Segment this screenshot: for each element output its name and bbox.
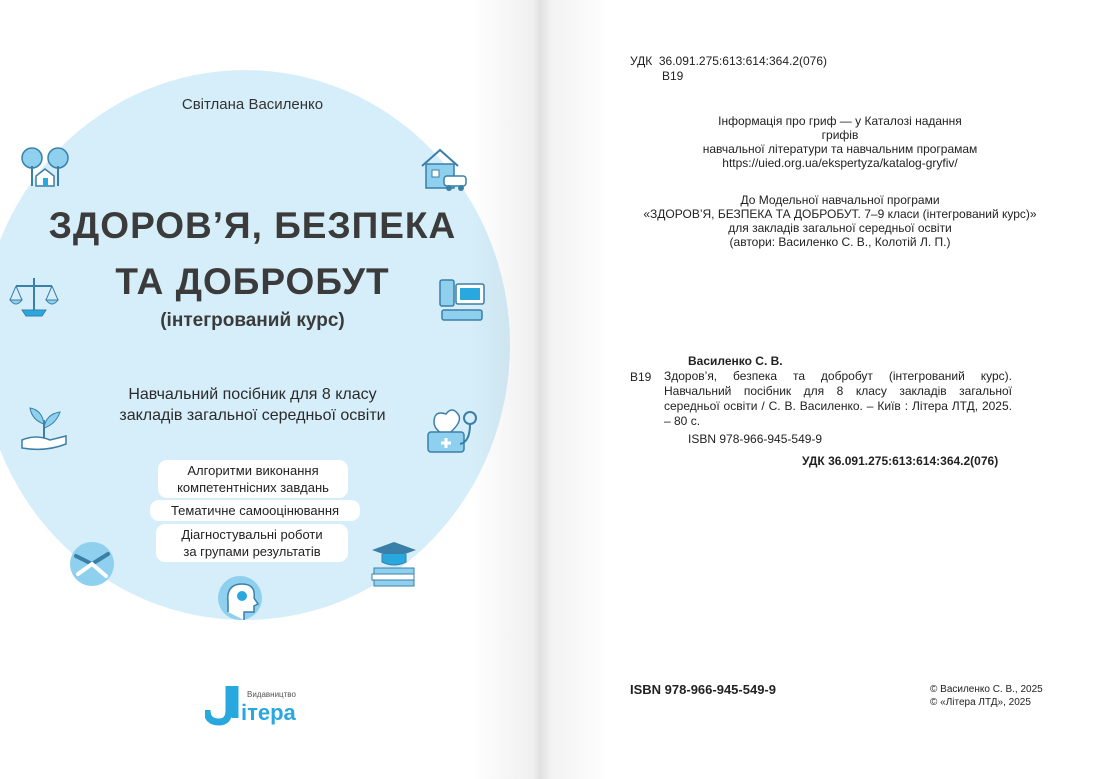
copyright-author: © Василенко С. В., 2025: [930, 684, 1043, 695]
plant-hand-icon: [16, 400, 72, 456]
cover-subtitle: (інтегрований курс): [160, 310, 345, 331]
copyright-block: [930, 683, 1043, 709]
biblio-author: Василенко С. В.: [688, 354, 783, 368]
biblio-description: Здоров’я, безпека та добробут (інтегрований курс). Навчальний посібник для 8 класу закладів загальної середньої освіти / С. В. Василенко. – Київ : Літера ЛТД, 2025. – 80 с.: [664, 369, 1012, 428]
publisher-name: ітера: [241, 700, 296, 725]
udk-value: 36.091.275:613:614:364.2(076): [658, 54, 828, 68]
graduation-books-icon: [366, 534, 422, 590]
cover-title-line2: ТА ДОБРОБУТ: [115, 261, 390, 302]
grif-info-url: https://uied.org.ua/ekspertyza/katalog-gryfiv/: [722, 156, 958, 170]
grif-info-line1: Інформація про гриф — у Каталозі надання грифів: [718, 114, 962, 142]
publisher-logo: [205, 678, 315, 728]
udk-label: УДК: [630, 54, 653, 68]
grif-info-line2: навчальної літератури та навчальним програмам: [702, 142, 978, 156]
helping-hands-icon: [66, 536, 122, 592]
cover-page: [0, 0, 540, 779]
head-mind-icon: [214, 572, 270, 628]
program-info: [620, 193, 1060, 249]
publisher-small-label: Видавництво: [247, 690, 296, 699]
cover-title-line1: ЗДОРОВ’Я, БЕЗПЕКА: [48, 205, 457, 246]
medicine-stethoscope-icon: [424, 402, 480, 458]
udk-line: [630, 54, 827, 68]
biblio-mark: В19: [630, 370, 652, 384]
author-mark-top: В19: [662, 69, 684, 83]
feature-1-line2: компетентнісних завдань: [177, 480, 329, 495]
justice-scales-icon: [6, 270, 62, 326]
feature-3-line1: Діагностувальні роботи: [181, 527, 323, 542]
trees-houses-icon: [18, 138, 74, 194]
copyright-publisher: © «Літера ЛТД», 2025: [930, 697, 1031, 708]
grif-info: [700, 114, 980, 170]
house-car-icon: [416, 140, 472, 196]
feature-2-line1: Тематичне самооцінювання: [170, 503, 340, 518]
cover-title: [0, 198, 505, 310]
biblio-isbn: ISBN 978-966-945-549-9: [688, 432, 823, 446]
imprint-page: [540, 0, 1102, 779]
program-line2: «ЗДОРОВ’Я, БЕЗПЕКА ТА ДОБРОБУТ. 7–9 класи (інтегрований курс)»: [643, 207, 1037, 221]
feature-pill-1: [158, 460, 348, 498]
isbn-footer: ISBN 978-966-945-549-9: [630, 682, 776, 697]
cover-author: Світлана Василенко: [181, 96, 324, 113]
program-line4: (автори: Василенко С. В., Колотій Л. П.): [729, 235, 951, 249]
feature-3-line2: за групами результатів: [183, 544, 321, 559]
feature-1-line1: Алгоритми виконання: [187, 463, 319, 478]
program-line1: До Модельної навчальної програми: [740, 193, 940, 207]
cover-desc-line1: Навчальний посібник для 8 класу: [128, 386, 377, 403]
devices-icon: [434, 270, 490, 326]
feature-pill-2: [150, 500, 360, 521]
program-line3: для закладів загальної середньої освіти: [728, 221, 952, 235]
cover-desc-line2: закладів загальної середньої освіти: [119, 407, 386, 424]
feature-pill-3: [156, 524, 348, 562]
biblio-udk: УДК 36.091.275:613:614:364.2(076): [802, 454, 999, 468]
